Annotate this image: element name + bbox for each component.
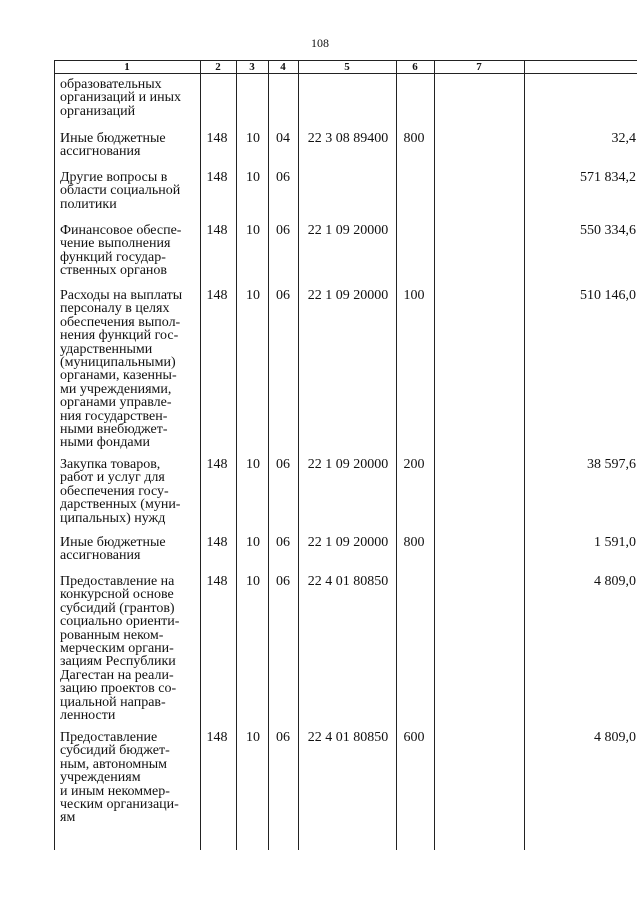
row-col-5: 22 1 09 20000 xyxy=(307,288,389,303)
row-col-6: 800 xyxy=(403,535,425,550)
row-name: Иные бюджетные ассигнования xyxy=(60,535,166,564)
row-name: Расходы на выплаты персоналу в целях обеспечения выпол- нения функций гос- ударственными (муниципальными) органами, казенны- ми учреждениями, органами управле- ния государствен- ными внебюджет- ными фондами xyxy=(60,288,183,451)
header-col-6: 6 xyxy=(412,61,418,73)
row-name: Предоставление на конкурсной основе субсидий (грантов) социально ориенти- рованным неком- мерческим органи- зациям Республики Дагестан на реали- зацию проектов со- циальной направ- ленности xyxy=(60,574,180,724)
header-col-4: 4 xyxy=(280,61,286,73)
row-col-2: 148 xyxy=(206,170,228,185)
row-col-3: 10 xyxy=(246,730,260,745)
row-col-2: 148 xyxy=(206,457,228,472)
page-number: 108 xyxy=(311,36,329,50)
row-col-5: 22 1 09 20000 xyxy=(307,457,389,472)
column-border xyxy=(54,60,55,850)
row-col-5: 22 4 01 80850 xyxy=(307,574,389,589)
row-amount: 510 146,0 xyxy=(580,288,636,303)
row-col-2: 148 xyxy=(206,288,228,303)
row-col-5: 22 1 09 20000 xyxy=(307,223,389,238)
row-col-2: 148 xyxy=(206,535,228,550)
row-amount: 1 591,0 xyxy=(594,535,636,550)
row-col-3: 10 xyxy=(246,574,260,589)
row-col-4: 06 xyxy=(276,170,290,185)
row-col-3: 10 xyxy=(246,457,260,472)
row-col-4: 04 xyxy=(276,131,290,146)
row-amount: 4 809,0 xyxy=(594,574,636,589)
row-col-4: 06 xyxy=(276,574,290,589)
row-col-6: 600 xyxy=(403,730,425,745)
row-col-3: 10 xyxy=(246,223,260,238)
row-amount: 550 334,6 xyxy=(580,223,636,238)
row-col-6: 100 xyxy=(403,288,425,303)
row-col-2: 148 xyxy=(206,574,228,589)
header-col-3: 3 xyxy=(249,61,255,73)
row-col-6: 800 xyxy=(403,131,425,146)
row-col-4: 06 xyxy=(276,730,290,745)
row-name: Финансовое обеспе- чение выполнения функций государ- ственных органов xyxy=(60,223,182,279)
header-col-5: 5 xyxy=(344,61,350,73)
header-col-1: 1 xyxy=(124,61,130,73)
header-col-2: 2 xyxy=(215,61,221,73)
row-col-2: 148 xyxy=(206,730,228,745)
row-col-3: 10 xyxy=(246,288,260,303)
header-bottom-border xyxy=(54,73,637,74)
row-col-2: 148 xyxy=(206,131,228,146)
row-name: Иные бюджетные ассигнования xyxy=(60,131,166,160)
row-amount: 4 809,0 xyxy=(594,730,636,745)
continuation-text: образовательных организаций и иных организаций xyxy=(60,77,182,119)
row-col-6: 200 xyxy=(403,457,425,472)
row-amount: 38 597,6 xyxy=(587,457,636,472)
row-amount: 32,4 xyxy=(611,131,636,146)
row-col-3: 10 xyxy=(246,131,260,146)
row-amount: 571 834,2 xyxy=(580,170,636,185)
row-col-3: 10 xyxy=(246,170,260,185)
row-name: Другие вопросы в области социальной политики xyxy=(60,170,181,212)
row-col-3: 10 xyxy=(246,535,260,550)
row-col-2: 148 xyxy=(206,223,228,238)
column-border xyxy=(434,60,435,850)
row-col-4: 06 xyxy=(276,288,290,303)
row-col-5: 22 4 01 80850 xyxy=(307,730,389,745)
header-col-8 xyxy=(524,61,637,73)
row-col-5: 22 3 08 89400 xyxy=(307,131,389,146)
row-name: Предоставление субсидий бюджет- ным, автономным учреждениям и иным некоммер- ческим организаци- ям xyxy=(60,730,179,826)
row-col-5: 22 1 09 20000 xyxy=(307,535,389,550)
row-col-4: 06 xyxy=(276,535,290,550)
header-col-7: 7 xyxy=(476,61,482,73)
row-col-4: 06 xyxy=(276,457,290,472)
row-name: Закупка товаров, работ и услуг для обеспечения госу- дарственных (муни- ципальных) нужд xyxy=(60,457,181,526)
row-col-4: 06 xyxy=(276,223,290,238)
